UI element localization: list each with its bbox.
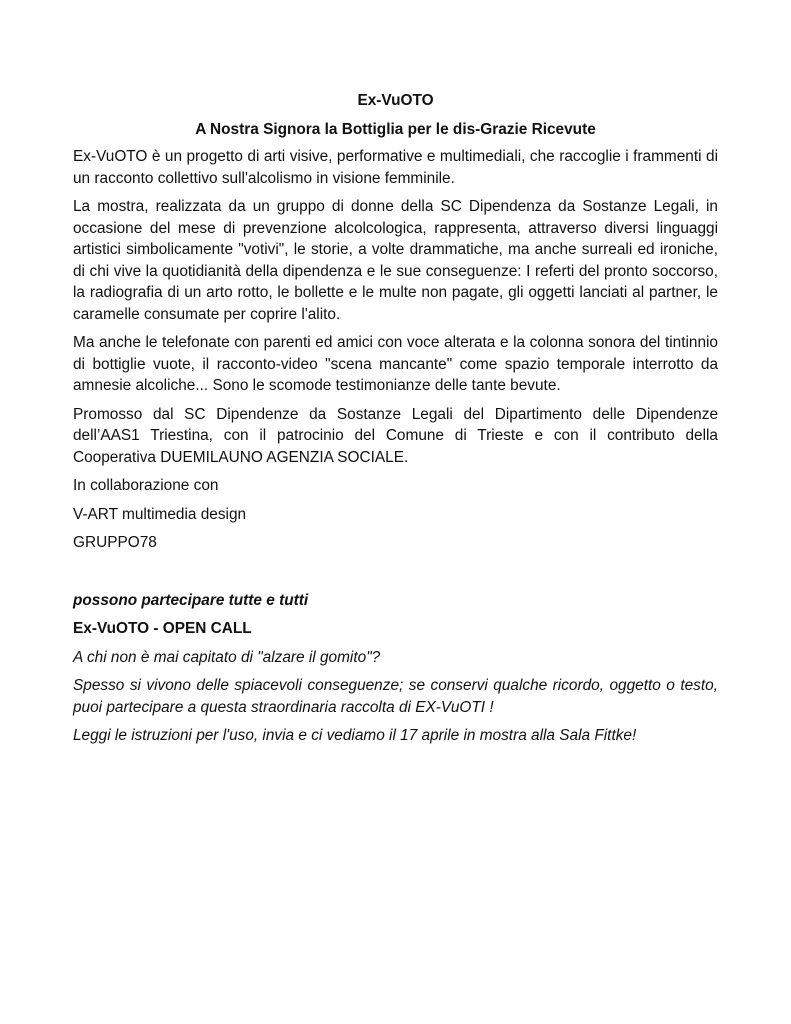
collaboration-partner: V-ART multimedia design [73,505,247,523]
promotion-paragraph: Promosso dal SC Dipendenze da Sostanze Legali del Dipartimento delle Dipendenze dell’AAS1 Triestina, con il patrocinio del Comune di Trieste e con il contributo della Cooperativa DUEMILAUNO AGENZIA SOCIALE. [73,405,718,466]
collaboration-partner: GRUPPO78 [73,534,157,551]
open-call-question: A chi non è mai capitato di "alzare il gomito"? [73,648,381,666]
collaboration-intro: In collaborazione con [73,477,219,494]
document-title: Ex-VuOTO [357,92,434,109]
section-spacer [73,561,718,590]
document-subtitle: A Nostra Signora la Bottiglia per le dis-Grazie Ricevute [195,120,596,138]
exhibition-paragraph: La mostra, realizzata da un gruppo di donne della SC Dipendenza da Sostanze Legali, in occasione del mese di prevenzione alcolcologica, rappresenta, attraverso diversi linguaggi artistici simbolicamente "votivi", le storie, a volte drammatiche, ma anche surreali ed ironiche, di chi vive la quotidianità della dipendenza e le sue conseguenze: I referti del pronto soccorso, la radiografia di un arto rotto, le bollette e le multe non pagate, gli oggetti lanciati al partner, le caramelle consumate per coprire l'alito. [73,198,718,323]
open-call-tagline: possono partecipare tutte e tutti [73,591,309,609]
open-call-heading: Ex-VuOTO - OPEN CALL [73,620,252,637]
open-call-instructions: Leggi le istruzioni per l'uso, invia e ci vediamo il 17 aprile in mostra alla Sala Fittke! [73,727,637,744]
open-call-invitation: Spesso si vivono delle spiacevoli conseguenze; se conservi qualche ricordo, oggetto o testo, puoi partecipare a questa straordinaria raccolta di EX-VuOTI ! [73,677,718,716]
intro-paragraph: Ex-VuOTO è un progetto di arti visive, performative e multimediali, che raccoglie i frammenti di un racconto collettivo sull'alcolismo in visione femminile. [73,148,718,187]
testimonies-paragraph: Ma anche le telefonate con parenti ed amici con voce alterata e la colonna sonora del tintinnio di bottiglie vuote, il racconto-video "scena mancante" come spazio temporale interrotto da amnesie alcoliche... Sono le scomode testimonianze delle tante bevute. [73,334,718,394]
